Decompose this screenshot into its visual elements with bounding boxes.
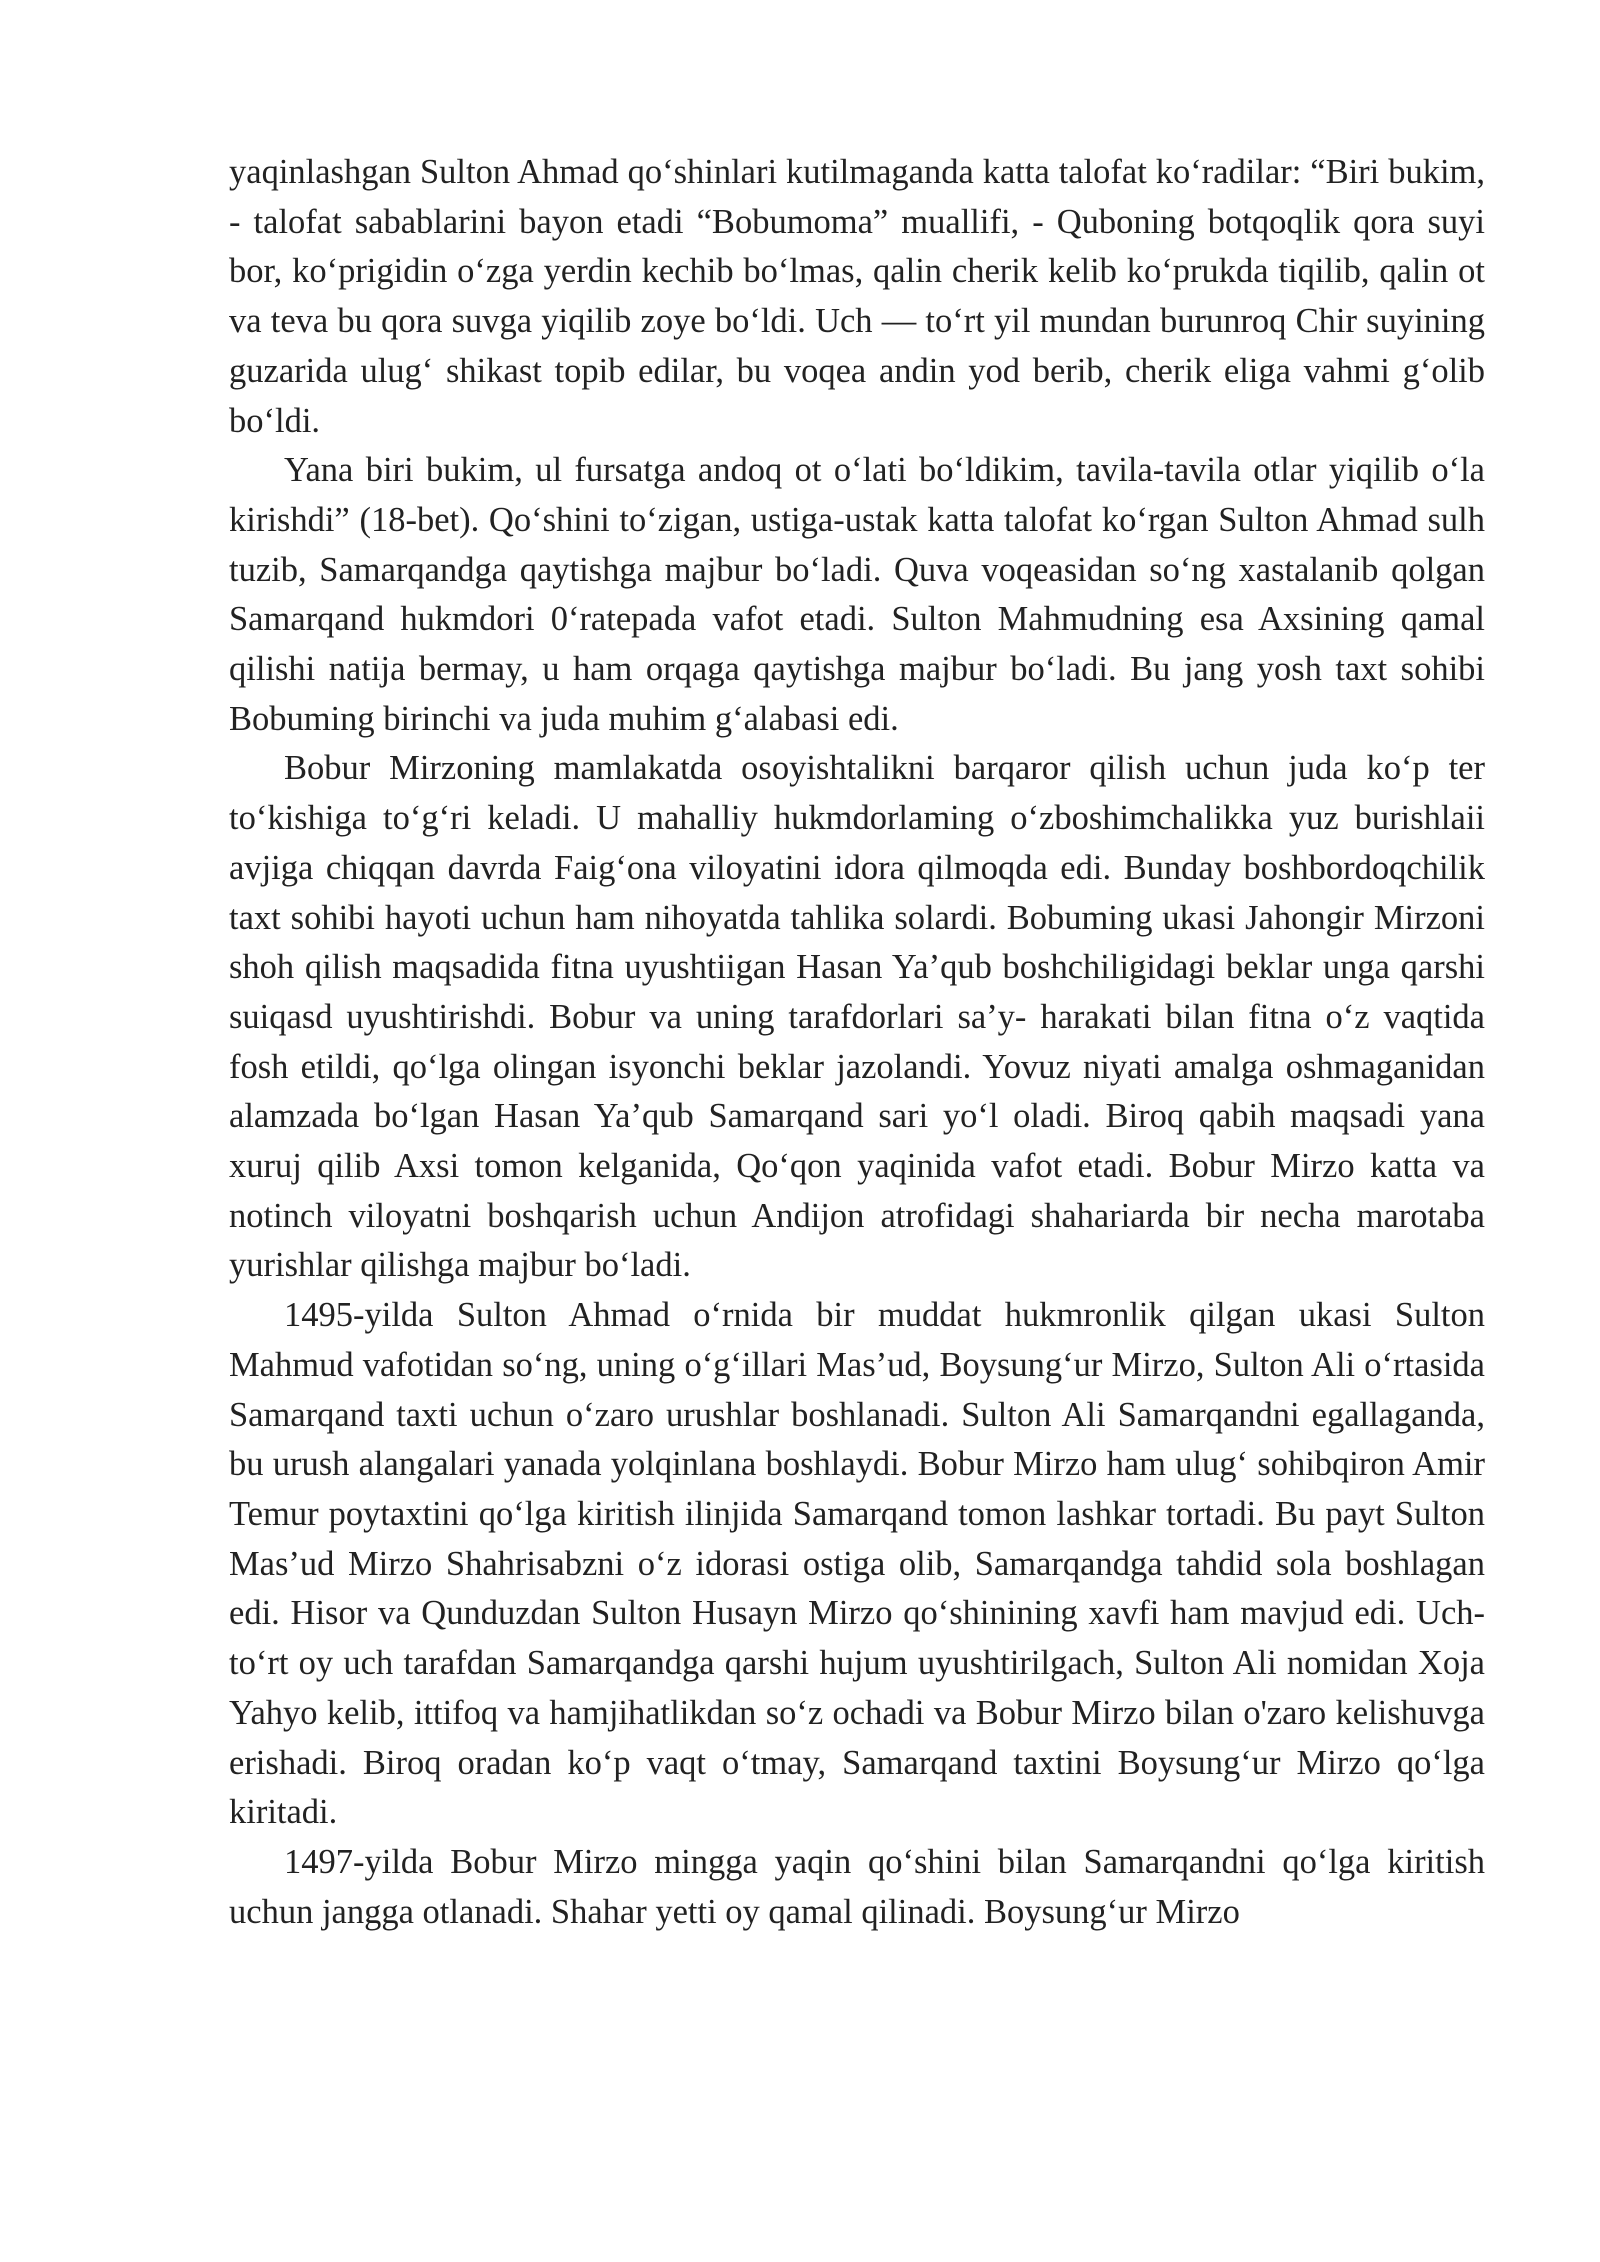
paragraph-2: Yana biri bukim, ul fursatga andoq ot oʻlati boʻldikim, tavila-tavila otlar yiqilib oʻla kirishdi” (18-bet). Qoʻshini toʻzigan, ustiga-ustak katta talofat koʻrgan Sulton Ahmad sulh tuzib, Samarqandga qaytishga majbur boʻladi. Quva voqeasidan soʻng xastalanib qolgan Samarqand hukmdori 0ʻratepada vafot etadi. Sulton Mahmudning esa Axsining qamal qilishi natija bermay, u ham orqaga qaytishga majbur boʻladi. Bu jang yosh taxt sohibi Bobuming birinchi va juda muhim gʻalabasi edi. [229, 451, 1485, 738]
paragraph-5: 1497-yilda Bobur Mirzo mingga yaqin qoʻshini bilan Samarqandni qoʻlga kiritish uchun jangga otlanadi. Shahar yetti oy qamal qilinadi. Boysungʻur Mirzo [229, 1842, 1485, 1931]
paragraph-4: 1495-yilda Sulton Ahmad oʻrnida bir muddat hukmronlik qilgan ukasi Sulton Mahmud vafotidan soʻng, uning oʻgʻillari Mas’ud, Boysungʻur Mirzo, Sulton Ali oʻrtasida Samarqand taxti uchun oʻzaro urushlar boshlanadi. Sulton Ali Samarqandni egallaganda, bu urush alangalari yanada yolqinlana boshlaydi. Bobur Mirzo ham ulugʻ sohibqiron Amir Temur poytaxtini qoʻlga kiritish ilinjida Samarqand tomon lashkar tortadi. Bu payt Sulton Mas’ud Mirzo Shahrisabzni oʻz idorasi ostiga olib, Samarqandga tahdid sola boshlagan edi. Hisor va Qunduzdan Sulton Husayn Mirzo qoʻshinining xavfi ham mavjud edi. Uch-toʻrt oy uch tarafdan Samarqandga qarshi hujum uyushtirilgach, Sulton Ali nomidan Xoja Yahyo kelib, ittifoq va hamjihatlikdan soʻz ochadi va Bobur Mirzo bilan o'zaro kelishuvga erishadi. Biroq oradan koʻp vaqt oʻtmay, Samarqand taxtini Boysungʻur Mirzo qoʻlga kiritadi. [229, 1296, 1485, 1832]
paragraph-3: Bobur Mirzoning mamlakatda osoyishtalikni barqaror qilish uchun juda koʻp ter toʻkishiga toʻgʻri keladi. U mahalliy hukmdorlaming oʻzboshimchalikka yuz burishlaii avjiga chiqqan davrda Faigʻona viloyatini idora qilmoqda edi. Bunday boshbordoqchilik taxt sohibi hayoti uchun ham nihoyatda tahlika solardi. Bobuming ukasi Jahongir Mirzoni shoh qilish maqsadida fitna uyushtiigan Hasan Ya’qub boshchiligidagi beklar unga qarshi suiqasd uyushtirishdi. Bobur va uning tarafdorlari sa’y- harakati bilan fitna oʻz vaqtida fosh etildi, qoʻlga olingan isyonchi beklar jazolandi. Yovuz niyati amalga oshmaganidan alamzada boʻlgan Hasan Ya’qub Samarqand sari yoʻl oladi. Biroq qabih maqsadi yana xuruj qilib Axsi tomon kelganida, Qoʻqon yaqinida vafot etadi. Bobur Mirzo katta va notinch viloyatni boshqarish uchun Andijon atrofidagi shahariarda bir necha marotaba yurishlar qilishga majbur boʻladi. [229, 749, 1485, 1285]
document-page [229, 148, 1485, 1937]
paragraph-1: yaqinlashgan Sulton Ahmad qoʻshinlari kutilmaganda katta talofat koʻradilar: “Biri bukim, - talofat sabablarini bayon etadi “Bobumoma” muallifi, - Quboning botqoqlik qora suyi bor, koʻprigidin oʻzga yerdin kechib boʻlmas, qalin cherik kelib koʻprukda tiqilib, qalin ot va teva bu qora suvga yiqilib zoye boʻldi. Uch — toʻrt yil mundan burunroq Chir suyining guzarida ulugʻ shikast topib edilar, bu voqea andin yod berib, cherik eliga vahmi gʻolib boʻldi. [229, 153, 1485, 440]
